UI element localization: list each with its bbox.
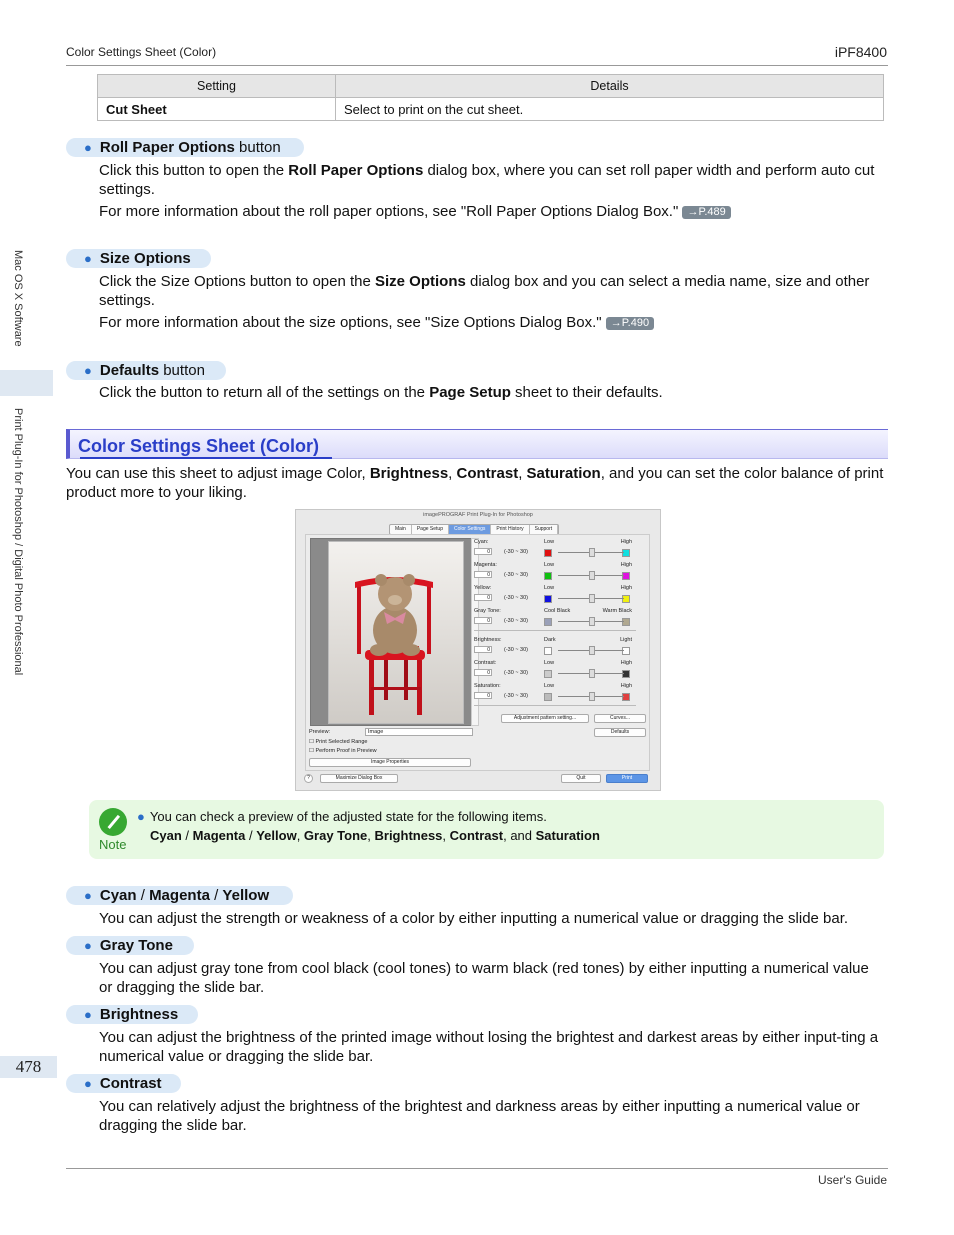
slider-row-magenta [474, 562, 636, 584]
side-tab-marker [0, 370, 53, 396]
size-options-heading: ● Size Options [66, 249, 211, 268]
magenta-label: Magenta: [474, 562, 497, 568]
size-options-more-info: For more information about the size options, see "Size Options Dialog Box." →P.490 [99, 313, 884, 332]
preview-area [310, 538, 472, 726]
brightness-heading: ● Brightness [66, 1005, 198, 1024]
section-intro: You can use this sheet to adjust image Color, Brightness, Contrast, Saturation, and you can set the color balance of print product more to your liking. [66, 465, 884, 501]
footer-text: User's Guide [818, 1173, 887, 1187]
yellow-value-input[interactable]: 0 [474, 594, 492, 601]
note-line-1: ● You can check a preview of the adjusted state for the following items. [137, 809, 547, 824]
brightness-desc: You can adjust the brightness of the printed image without losing the brightest and darkest areas by either input-ting a numerical value or dragging the slide bar. [99, 1029, 879, 1065]
bullet-icon: ● [84, 1007, 92, 1022]
gray-tone-range: (-30 ~ 30) [504, 618, 528, 624]
contrast-heading: ● Contrast [66, 1074, 181, 1093]
contrast-low-icon [544, 670, 552, 678]
settings-table [97, 74, 884, 121]
quit-button[interactable]: Quit [561, 774, 601, 783]
defaults-heading: ● Defaults button [66, 361, 226, 380]
yellow-high-label: High [620, 585, 632, 591]
contrast-high-label: High [620, 660, 632, 666]
roll-paper-more-info: For more information about the roll paper options, see "Roll Paper Options Dialog Box." →P.489 [99, 202, 884, 221]
saturation-label: Saturation: [474, 683, 501, 689]
header-rule [66, 65, 888, 66]
cyan-range: (-30 ~ 30) [504, 549, 528, 555]
dialog-separator [474, 630, 636, 631]
page-ref-link[interactable]: →P.489 [682, 206, 730, 219]
saturation-value-input[interactable]: 0 [474, 692, 492, 699]
contrast-desc: You can relatively adjust the brightness of the brightest and darkness areas by either inputting a numerical value or dragging the slide bar. [99, 1098, 860, 1134]
brightness-high-label: Light [620, 637, 632, 643]
slider-row-gray-tone [474, 608, 636, 630]
preview-image [328, 541, 464, 724]
side-tab-plugin: Print Plug-In for Photoshop / Digital Photo Professional [12, 408, 24, 676]
yellow-low-icon [544, 595, 552, 603]
cyan-high-icon [622, 549, 630, 557]
dialog-separator [474, 705, 636, 706]
magenta-value-input[interactable]: 0 [474, 571, 492, 578]
bullet-icon: ● [137, 809, 145, 824]
saturation-range: (-30 ~ 30) [504, 693, 528, 699]
bullet-icon: ● [84, 888, 92, 903]
yellow-low-label: Low [544, 585, 555, 591]
yellow-range: (-30 ~ 30) [504, 595, 528, 601]
magenta-slider-knob[interactable] [589, 571, 595, 580]
magenta-low-label: Low [544, 562, 555, 568]
gray-tone-value-input[interactable]: 0 [474, 617, 492, 624]
image-properties-button[interactable]: Image Properties [309, 758, 471, 767]
side-tab-mac-software: Mac OS X Software [12, 250, 24, 347]
slider-row-cyan [474, 539, 636, 561]
defaults-button[interactable]: Defaults [594, 728, 646, 737]
cyan-value-input[interactable]: 0 [474, 548, 492, 555]
saturation-high-icon [622, 693, 630, 701]
tab-support[interactable]: Support [530, 525, 559, 534]
saturation-low-icon [544, 693, 552, 701]
tab-print-history[interactable]: Print History [491, 525, 529, 534]
table-cell-details: Select to print on the cut sheet. [336, 98, 884, 121]
magenta-range: (-30 ~ 30) [504, 572, 528, 578]
tab-color-settings[interactable]: Color Settings [449, 525, 491, 534]
preview-select[interactable]: Image [365, 728, 473, 736]
adjustment-pattern-button[interactable]: Adjustment pattern setting... [501, 714, 589, 723]
dialog-title: imagePROGRAF Print Plug-In for Photoshop [423, 512, 533, 518]
running-header-model: iPF8400 [834, 44, 887, 60]
magenta-low-icon [544, 572, 552, 580]
cyan-high-label: High [620, 539, 632, 545]
roll-paper-desc: Click this button to open the Roll Paper Options dialog box, where you can set roll paper width and perform auto cut settings. [99, 162, 875, 198]
tab-main[interactable]: Main [390, 525, 412, 534]
print-selected-range-checkbox[interactable]: ☐ Print Selected Range [309, 739, 368, 745]
saturation-high-label: High [620, 683, 632, 689]
perform-proof-checkbox[interactable]: ☐ Perform Proof in Preview [309, 748, 377, 754]
maximize-dialog-button[interactable]: Maximize Dialog Box [320, 774, 398, 783]
gray-tone-high-label: Warm Black [602, 608, 632, 614]
contrast-range: (-30 ~ 30) [504, 670, 528, 676]
brightness-range: (-30 ~ 30) [504, 647, 528, 653]
table-header-row [98, 75, 884, 98]
table-cell-setting: Cut Sheet [98, 98, 336, 121]
brightness-high-icon [622, 647, 630, 655]
saturation-slider-knob[interactable] [589, 692, 595, 701]
gray-tone-heading: ● Gray Tone [66, 936, 194, 955]
cmy-desc: You can adjust the strength or weakness of a color by either inputting a numerical value or dragging the slide bar. [99, 910, 849, 927]
gray-tone-desc: You can adjust gray tone from cool black (cool tones) to warm black (red tones) by either inputting a numerical value or dragging the slide bar. [99, 960, 869, 996]
table-header-details: Details [336, 75, 884, 98]
brightness-slider-knob[interactable] [589, 646, 595, 655]
page-ref-link[interactable]: →P.490 [606, 317, 654, 330]
defaults-desc: Click the button to return all of the settings on the Page Setup sheet to their defaults. [99, 384, 663, 401]
cyan-low-icon [544, 549, 552, 557]
gray-tone-slider-knob[interactable] [589, 617, 595, 626]
gray-tone-label: Gray Tone: [474, 608, 501, 614]
bullet-icon: ● [84, 140, 92, 155]
cyan-low-label: Low [544, 539, 555, 545]
yellow-slider-knob[interactable] [589, 594, 595, 603]
contrast-low-label: Low [544, 660, 555, 666]
magenta-high-label: High [620, 562, 632, 568]
size-options-desc: Click the Size Options button to open the Size Options dialog box and you can select a media name, size and other settings. [99, 273, 870, 309]
gray-tone-low-label: Cool Black [544, 608, 571, 614]
contrast-label: Contrast: [474, 660, 497, 666]
roll-paper-options-heading: ● Roll Paper Options button [66, 138, 304, 157]
slider-row-contrast [474, 660, 636, 682]
cmy-heading: ● Cyan / Magenta / Yellow [66, 886, 293, 905]
saturation-low-label: Low [544, 683, 555, 689]
brightness-low-icon [544, 647, 552, 655]
footer-rule [66, 1168, 888, 1169]
running-header-section: Color Settings Sheet (Color) [66, 45, 217, 59]
bullet-icon: ● [84, 363, 92, 378]
brightness-low-label: Dark [544, 637, 556, 643]
page-number: 478 [0, 1056, 57, 1078]
yellow-high-icon [622, 595, 630, 603]
table-row [98, 98, 884, 121]
print-button[interactable]: Print [606, 774, 648, 783]
curves-button[interactable]: Curves... [594, 714, 646, 723]
contrast-high-icon [622, 670, 630, 678]
bullet-icon: ● [84, 251, 92, 266]
note-label: Note [99, 837, 127, 852]
preview-label: Preview: [309, 729, 331, 735]
gray-tone-high-icon [622, 618, 630, 626]
slider-row-saturation [474, 683, 636, 705]
note-check-icon [99, 808, 127, 836]
section-title: Color Settings Sheet (Color) [66, 429, 888, 459]
color-settings-dialog [295, 509, 661, 791]
help-button[interactable]: ? [304, 774, 313, 783]
brightness-value-input[interactable]: 0 [474, 646, 492, 653]
slider-row-brightness [474, 637, 636, 659]
brightness-label: Brightness: [474, 637, 502, 643]
bullet-icon: ● [84, 1076, 92, 1091]
table-header-setting: Setting [98, 75, 336, 98]
cyan-slider-knob[interactable] [589, 548, 595, 557]
slider-row-yellow [474, 585, 636, 607]
yellow-label: Yellow: [474, 585, 492, 591]
cyan-label: Cyan: [474, 539, 489, 545]
contrast-value-input[interactable]: 0 [474, 669, 492, 676]
bullet-icon: ● [84, 938, 92, 953]
tab-page-setup[interactable]: Page Setup [412, 525, 449, 534]
note-line-2: Cyan / Magenta / Yellow, Gray Tone, Brightness, Contrast, and Saturation [150, 828, 600, 843]
gray-tone-low-icon [544, 618, 552, 626]
note-box [89, 800, 884, 859]
contrast-slider-knob[interactable] [589, 669, 595, 678]
magenta-high-icon [622, 572, 630, 580]
